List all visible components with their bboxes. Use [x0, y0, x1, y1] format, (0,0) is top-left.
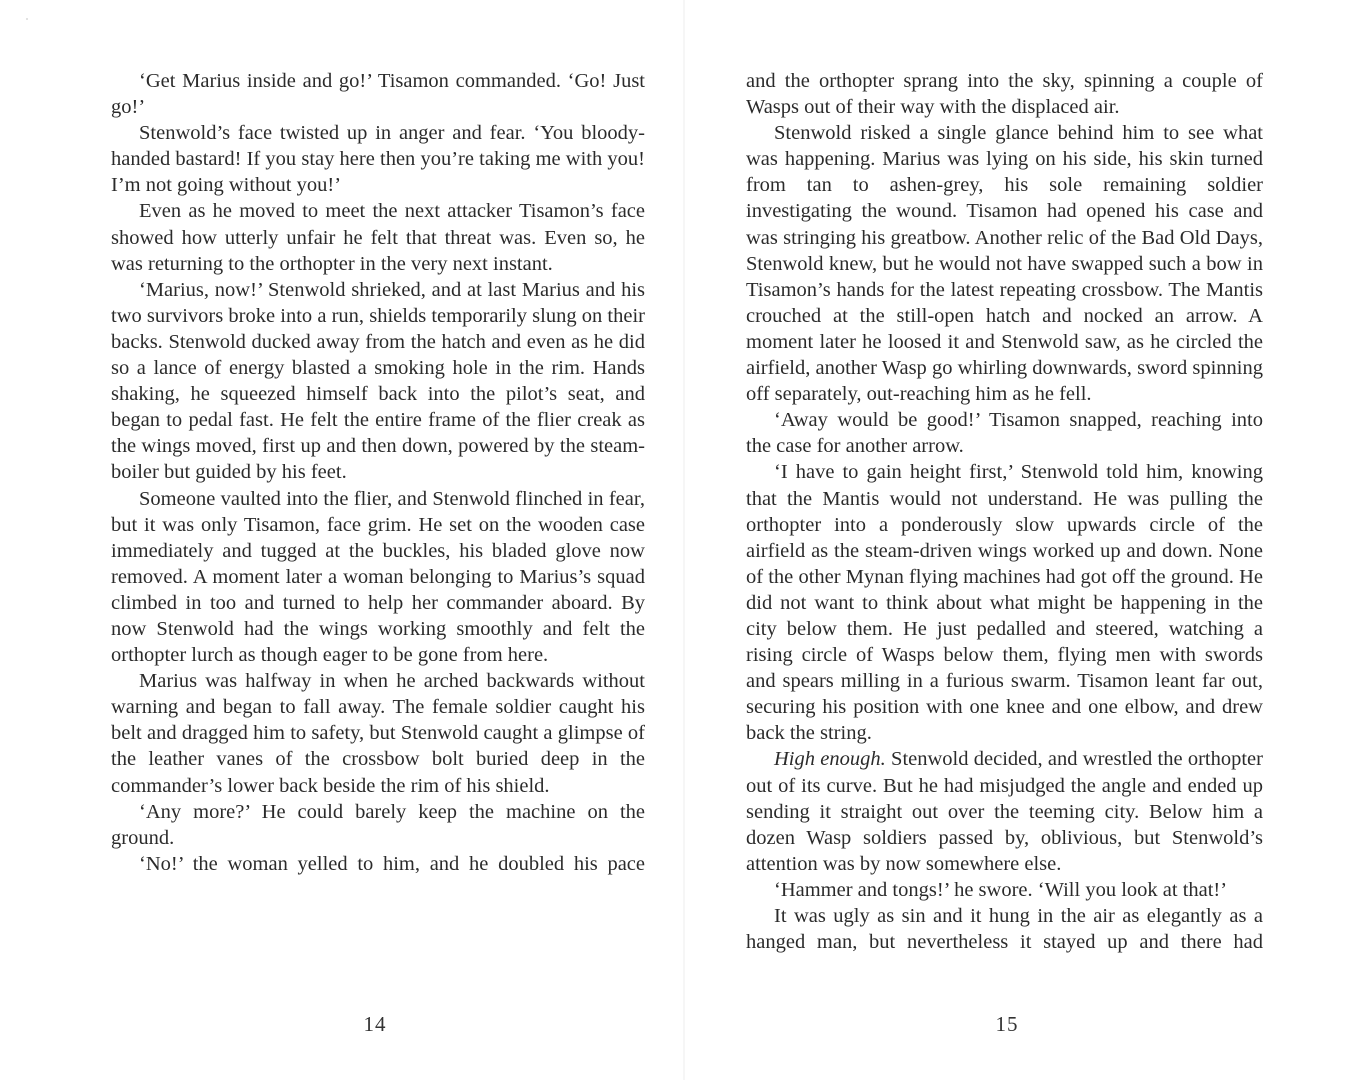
paragraph: Stenwold risked a single glance behind him to see what was happening. Marius was lying on his side, his skin turned from tan to ashen-grey, his sole remaining soldier investigating the wound. Tisamon had opened his case and was stringing his greatbow. Another relic of the Bad Old Days, Stenwold knew, but he would not have swapped such a bow in Tisamon’s hands for the latest repeating crossbow. The Mantis crouched at the still-open hatch and nocked an arrow. A moment later he loosed it and Stenwold saw, as he circled the airfield, another Wasp go whirling downwards, sword spinning off separately, out-reaching him as he fell. [746, 122, 1263, 406]
left-page-text [111, 68, 645, 877]
paragraph-rest: Stenwold decided, and wrestled the orthopter out of its curve. But he had misjudged the angle and ended up sending it straight out over the teeming city. Below him a dozen Wasp soldiers passed by, oblivious, but Stenwold’s attention was by now somewhere else. [746, 748, 1263, 875]
paragraph-continues: ‘No!’ the woman yelled to him, and he doubled his pace [139, 852, 645, 875]
paragraph: ‘I have to gain height first,’ Stenwold told him, knowing that the Mantis would not understand. He was pulling the orthopter into a ponderously slow upwards circle of the airfield as the steam-driven wings worked up and down. None of the other Mynan flying machines had got off the ground. He did not want to think about what might be happening in the city below them. He just pedalled and steered, watching a rising circle of Wasps below them, flying men with swords and spears milling in a furious swarm. Tisamon leant far out, securing his position with one knee and one elbow, and drew back the string. [746, 461, 1263, 745]
paragraph: ‘Hammer and tongs!’ he swore. ‘Will you look at that!’ [774, 878, 1228, 901]
page-number: 15 [995, 1012, 1019, 1036]
left-page [0, 0, 683, 1080]
paragraph: Marius was halfway in when he arched backwards without warning and began to fall away. The female soldier caught his belt and dragged him to safety, but Stenwold caught a glimpse of the leather vanes of the crossbow bolt buried deep in the commander’s lower back beside the rim of his shield. [111, 670, 645, 797]
paragraph: ‘Get Marius inside and go!’ Tisamon commanded. ‘Go! Just go!’ [111, 70, 645, 119]
right-page [685, 0, 1369, 1080]
paragraph: ‘Any more?’ He could barely keep the machine on the ground. [111, 800, 645, 849]
paragraph-continues: It was ugly as sin and it hung in the air as elegantly as a hanged man, but nevertheless it stayed up and there had [746, 905, 1263, 954]
paragraph [746, 746, 1263, 876]
page-number: 14 [363, 1012, 387, 1036]
italic-thought: High enough. [774, 748, 886, 771]
right-page-text [746, 68, 1263, 955]
paragraph: ‘Away would be good!’ Tisamon snapped, reaching into the case for another arrow. [746, 409, 1263, 458]
paragraph: Someone vaulted into the flier, and Stenwold flinched in fear, but it was only Tisamon, face grim. He set on the wooden case immediately and tugged at the buckles, his bladed glove now removed. A moment later a woman belonging to Marius’s squad climbed in too and turned to help her commander aboard. By now Stenwold had the wings working smoothly and felt the orthopter lurch as though eager to be gone from here. [111, 487, 645, 667]
paragraph-continuation: and the orthopter sprang into the sky, spinning a couple of Wasps out of their way with the displaced air. [746, 70, 1263, 119]
paragraph: ‘Marius, now!’ Stenwold shrieked, and at last Marius and his two survivors broke into a run, shields temporarily slung on their backs. Stenwold ducked away from the hatch and even as he did so a lance of energy blasted a smoking hole in the rim. Hands shaking, he squeezed himself back into the pilot’s seat, and began to pedal fast. He felt the entire frame of the flier creak as the wings moved, first up and then down, powered by the steam-boiler but guided by his feet. [111, 278, 645, 484]
paragraph: Even as he moved to meet the next attacker Tisamon’s face showed how utterly unfair he felt that threat was. Even so, he was returning to the orthopter in the very next instant. [111, 200, 645, 275]
paragraph: Stenwold’s face twisted up in anger and fear. ‘You bloody-handed bastard! If you stay here then you’re taking me with you! I’m not going without you!’ [111, 122, 645, 197]
